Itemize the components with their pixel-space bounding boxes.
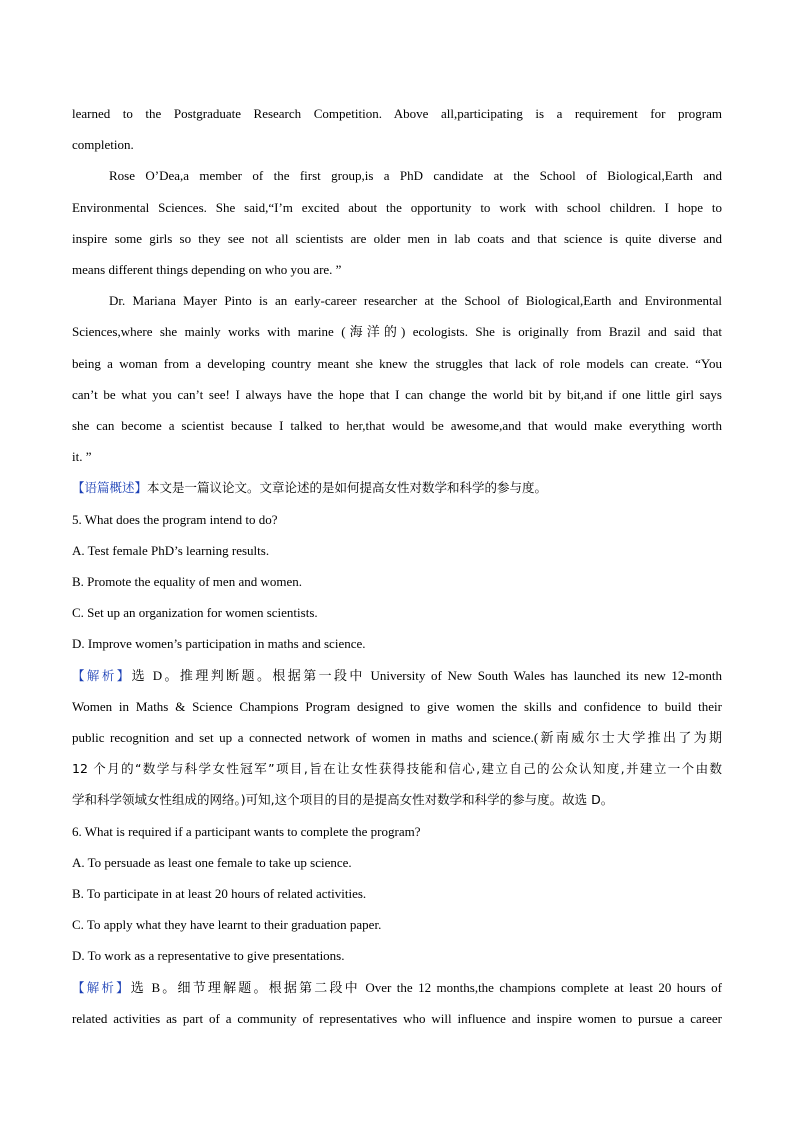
q6-analysis-line: related activities as part of a community of representatives who will influence and inspire women to pursue a career xyxy=(72,1010,722,1026)
document-page xyxy=(72,98,722,1034)
q5-option-c: C. Set up an organization for women scientists. xyxy=(72,605,318,621)
q5-analysis-line: Women in Maths & Science Champions Program designed to give women the skills and confidence to build their xyxy=(72,698,722,714)
passage-line: Environmental Sciences. She said,“I’m excited about the opportunity to work with school children. I hope to xyxy=(72,199,722,215)
summary-text: 本文是一篇议论文。文章论述的是如何提高女性对数学和科学的参与度。 xyxy=(147,480,548,496)
q5-option-d: D. Improve women’s participation in maths and science. xyxy=(72,636,366,652)
q6-option-c: C. To apply what they have learnt to their graduation paper. xyxy=(72,917,382,933)
analysis-label: 【解析】 xyxy=(72,979,131,995)
passage-line: she can become a scientist because I talked to her,that would be awesome,and that would make everything worth xyxy=(72,418,722,434)
q5-analysis-line: 学和科学领域女性组成的网络。)可知,这个项目的目的是提高女性对数学和科学的参与度。故选 D。 xyxy=(72,792,614,808)
passage-line: Rose O’Dea,a member of the first group,is a PhD candidate at the School of Biological,Earth and xyxy=(109,168,722,184)
summary xyxy=(72,472,722,503)
passage-line: Sciences,where she mainly works with marine (海洋的) ecologists. She is originally from Brazil and said that xyxy=(72,324,722,340)
passage-line: can’t be what you can’t see! I always have the hope that I can change the world bit by bit,and if one little girl says xyxy=(72,386,722,402)
q5-option-b: B. Promote the equality of men and women. xyxy=(72,574,302,590)
question-6: 6. What is required if a participant wants to complete the program? xyxy=(72,823,421,839)
q6-option-a: A. To persuade as least one female to take up science. xyxy=(72,854,352,870)
passage-line: inspire some girls so they see not all scientists are older men in lab coats and that science is quite diverse and xyxy=(72,230,722,246)
analysis-text: 选 D。推理判断题。根据第一段中 University of New South Wales has launched its new 12-month xyxy=(131,667,722,683)
passage-line: completion. xyxy=(72,137,134,153)
q5-analysis-line: public recognition and set up a connected network of women in maths and science.(新南威尔士大学推出了为期 xyxy=(72,730,722,746)
passage-line: being a woman from a developing country meant she knew the struggles that lack of role models can create. “You xyxy=(72,355,722,371)
passage-line: Dr. Mariana Mayer Pinto is an early-career researcher at the School of Biological,Earth and Environmental xyxy=(109,293,722,309)
q6-analysis-line xyxy=(72,972,722,1003)
q5-option-a: A. Test female PhD’s learning results. xyxy=(72,542,270,558)
passage-line: it. ” xyxy=(72,449,92,465)
analysis-text: 选 B。细节理解题。根据第二段中 Over the 12 months,the champions complete at least 20 hours of xyxy=(130,979,722,995)
analysis-label: 【解析】 xyxy=(72,667,132,683)
q5-analysis-line: 12 个月的“数学与科学女性冠军”项目,旨在让女性获得技能和信心,建立自己的公众认知度,并建立一个由数 xyxy=(72,761,722,777)
q6-option-b: B. To participate in at least 20 hours of related activities. xyxy=(72,886,367,902)
passage-line: means different things depending on who you are. ” xyxy=(72,262,342,278)
q6-option-d: D. To work as a representative to give presentations. xyxy=(72,948,345,964)
question-5: 5. What does the program intend to do? xyxy=(72,511,278,527)
q5-analysis-line xyxy=(72,660,722,691)
passage-line: learned to the Postgraduate Research Competition. Above all,participating is a requirement for program xyxy=(72,106,722,121)
summary-label: 【语篇概述】 xyxy=(72,480,148,496)
